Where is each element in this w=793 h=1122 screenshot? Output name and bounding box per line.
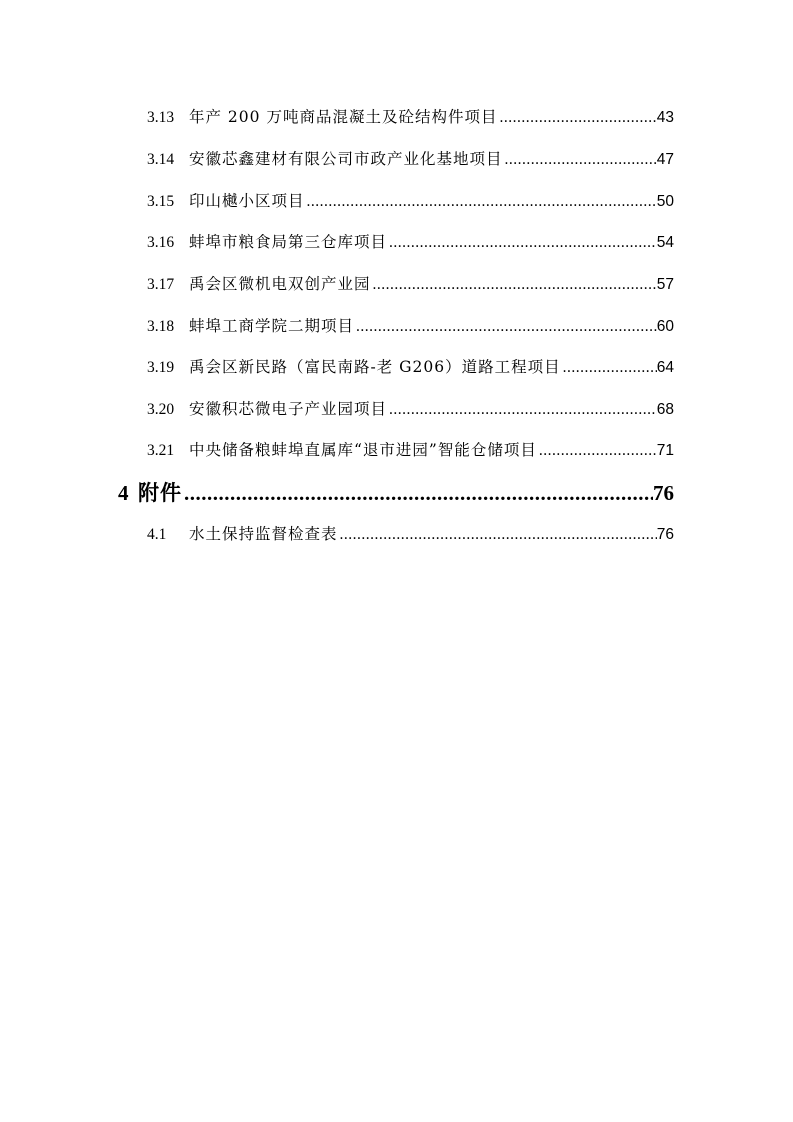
toc-entry-title: 禹会区新民路（富民南路-老 G206）道路工程项目 xyxy=(189,358,561,376)
toc-entry-title: 蚌埠工商学院二期项目 xyxy=(189,317,355,335)
toc-entry-title: 印山樾小区项目 xyxy=(189,192,305,210)
toc-entry-number: 3.17 xyxy=(147,276,175,293)
toc-entry-3-13[interactable] xyxy=(147,105,674,129)
toc-entry-3-19[interactable] xyxy=(147,355,674,379)
toc-entry-number: 3.15 xyxy=(147,193,175,210)
toc-entry-page: 68 xyxy=(656,401,674,418)
toc-dot-leader xyxy=(497,106,656,129)
toc-chapter-4[interactable] xyxy=(118,478,674,508)
toc-entry-3-15[interactable] xyxy=(147,189,674,213)
toc-entry-page: 64 xyxy=(656,359,674,376)
toc-entry-title: 中央储备粮蚌埠直属库“退市进园”智能仓储项目 xyxy=(189,441,537,459)
toc-entry-3-20[interactable] xyxy=(147,397,674,421)
toc-entry-page: 54 xyxy=(656,234,674,251)
toc-entry-page: 50 xyxy=(656,193,674,210)
toc-dot-leader xyxy=(182,478,653,508)
toc-chapter-title: 附件 xyxy=(138,480,182,505)
toc-entry-title: 年产 200 万吨商品混凝土及砼结构件项目 xyxy=(189,108,498,126)
toc-entry-3-16[interactable] xyxy=(147,230,674,254)
toc-dot-leader xyxy=(503,148,657,171)
toc-chapter-page: 76 xyxy=(653,481,674,505)
toc-entry-page: 47 xyxy=(656,151,674,168)
toc-entry-number: 3.19 xyxy=(147,359,175,376)
toc-entry-number: 3.16 xyxy=(147,234,175,251)
toc-entry-number: 3.21 xyxy=(147,442,175,459)
toc-entry-page: 76 xyxy=(656,526,674,543)
toc-entry-number: 3.18 xyxy=(147,318,175,335)
toc-dot-leader xyxy=(354,315,657,338)
toc-entry-number: 3.20 xyxy=(147,401,175,418)
toc-chapter-number: 4 xyxy=(118,481,129,505)
toc-dot-leader xyxy=(387,398,657,421)
toc-entry-page: 60 xyxy=(656,318,674,335)
toc-dot-leader xyxy=(387,231,657,254)
toc-dot-leader xyxy=(537,439,657,462)
toc-entry-title: 安徽积芯微电子产业园项目 xyxy=(189,400,388,418)
toc-dot-leader xyxy=(561,356,657,379)
toc-entry-3-14[interactable] xyxy=(147,147,674,171)
toc-entry-title: 水土保持监督检查表 xyxy=(189,525,338,543)
toc-entry-title: 蚌埠市粮食局第三仓库项目 xyxy=(189,233,388,251)
toc-entry-title: 安徽芯鑫建材有限公司市政产业化基地项目 xyxy=(189,150,503,168)
toc-entry-number: 4.1 xyxy=(147,526,167,543)
toc-entry-page: 71 xyxy=(656,442,674,459)
toc-entry-title: 禹会区微机电双创产业园 xyxy=(189,275,371,293)
toc-dot-leader xyxy=(371,273,657,296)
toc-entry-3-18[interactable] xyxy=(147,314,674,338)
toc-entry-number: 3.13 xyxy=(147,109,175,126)
toc-entry-number: 3.14 xyxy=(147,151,175,168)
toc-entry-page: 57 xyxy=(656,276,674,293)
toc-entry-3-17[interactable] xyxy=(147,272,674,296)
toc-dot-leader xyxy=(338,523,657,546)
toc-dot-leader xyxy=(305,190,657,213)
toc-entry-page: 43 xyxy=(656,109,674,126)
toc-entry-4-1[interactable] xyxy=(147,522,674,546)
toc-entry-3-21[interactable] xyxy=(147,438,674,462)
